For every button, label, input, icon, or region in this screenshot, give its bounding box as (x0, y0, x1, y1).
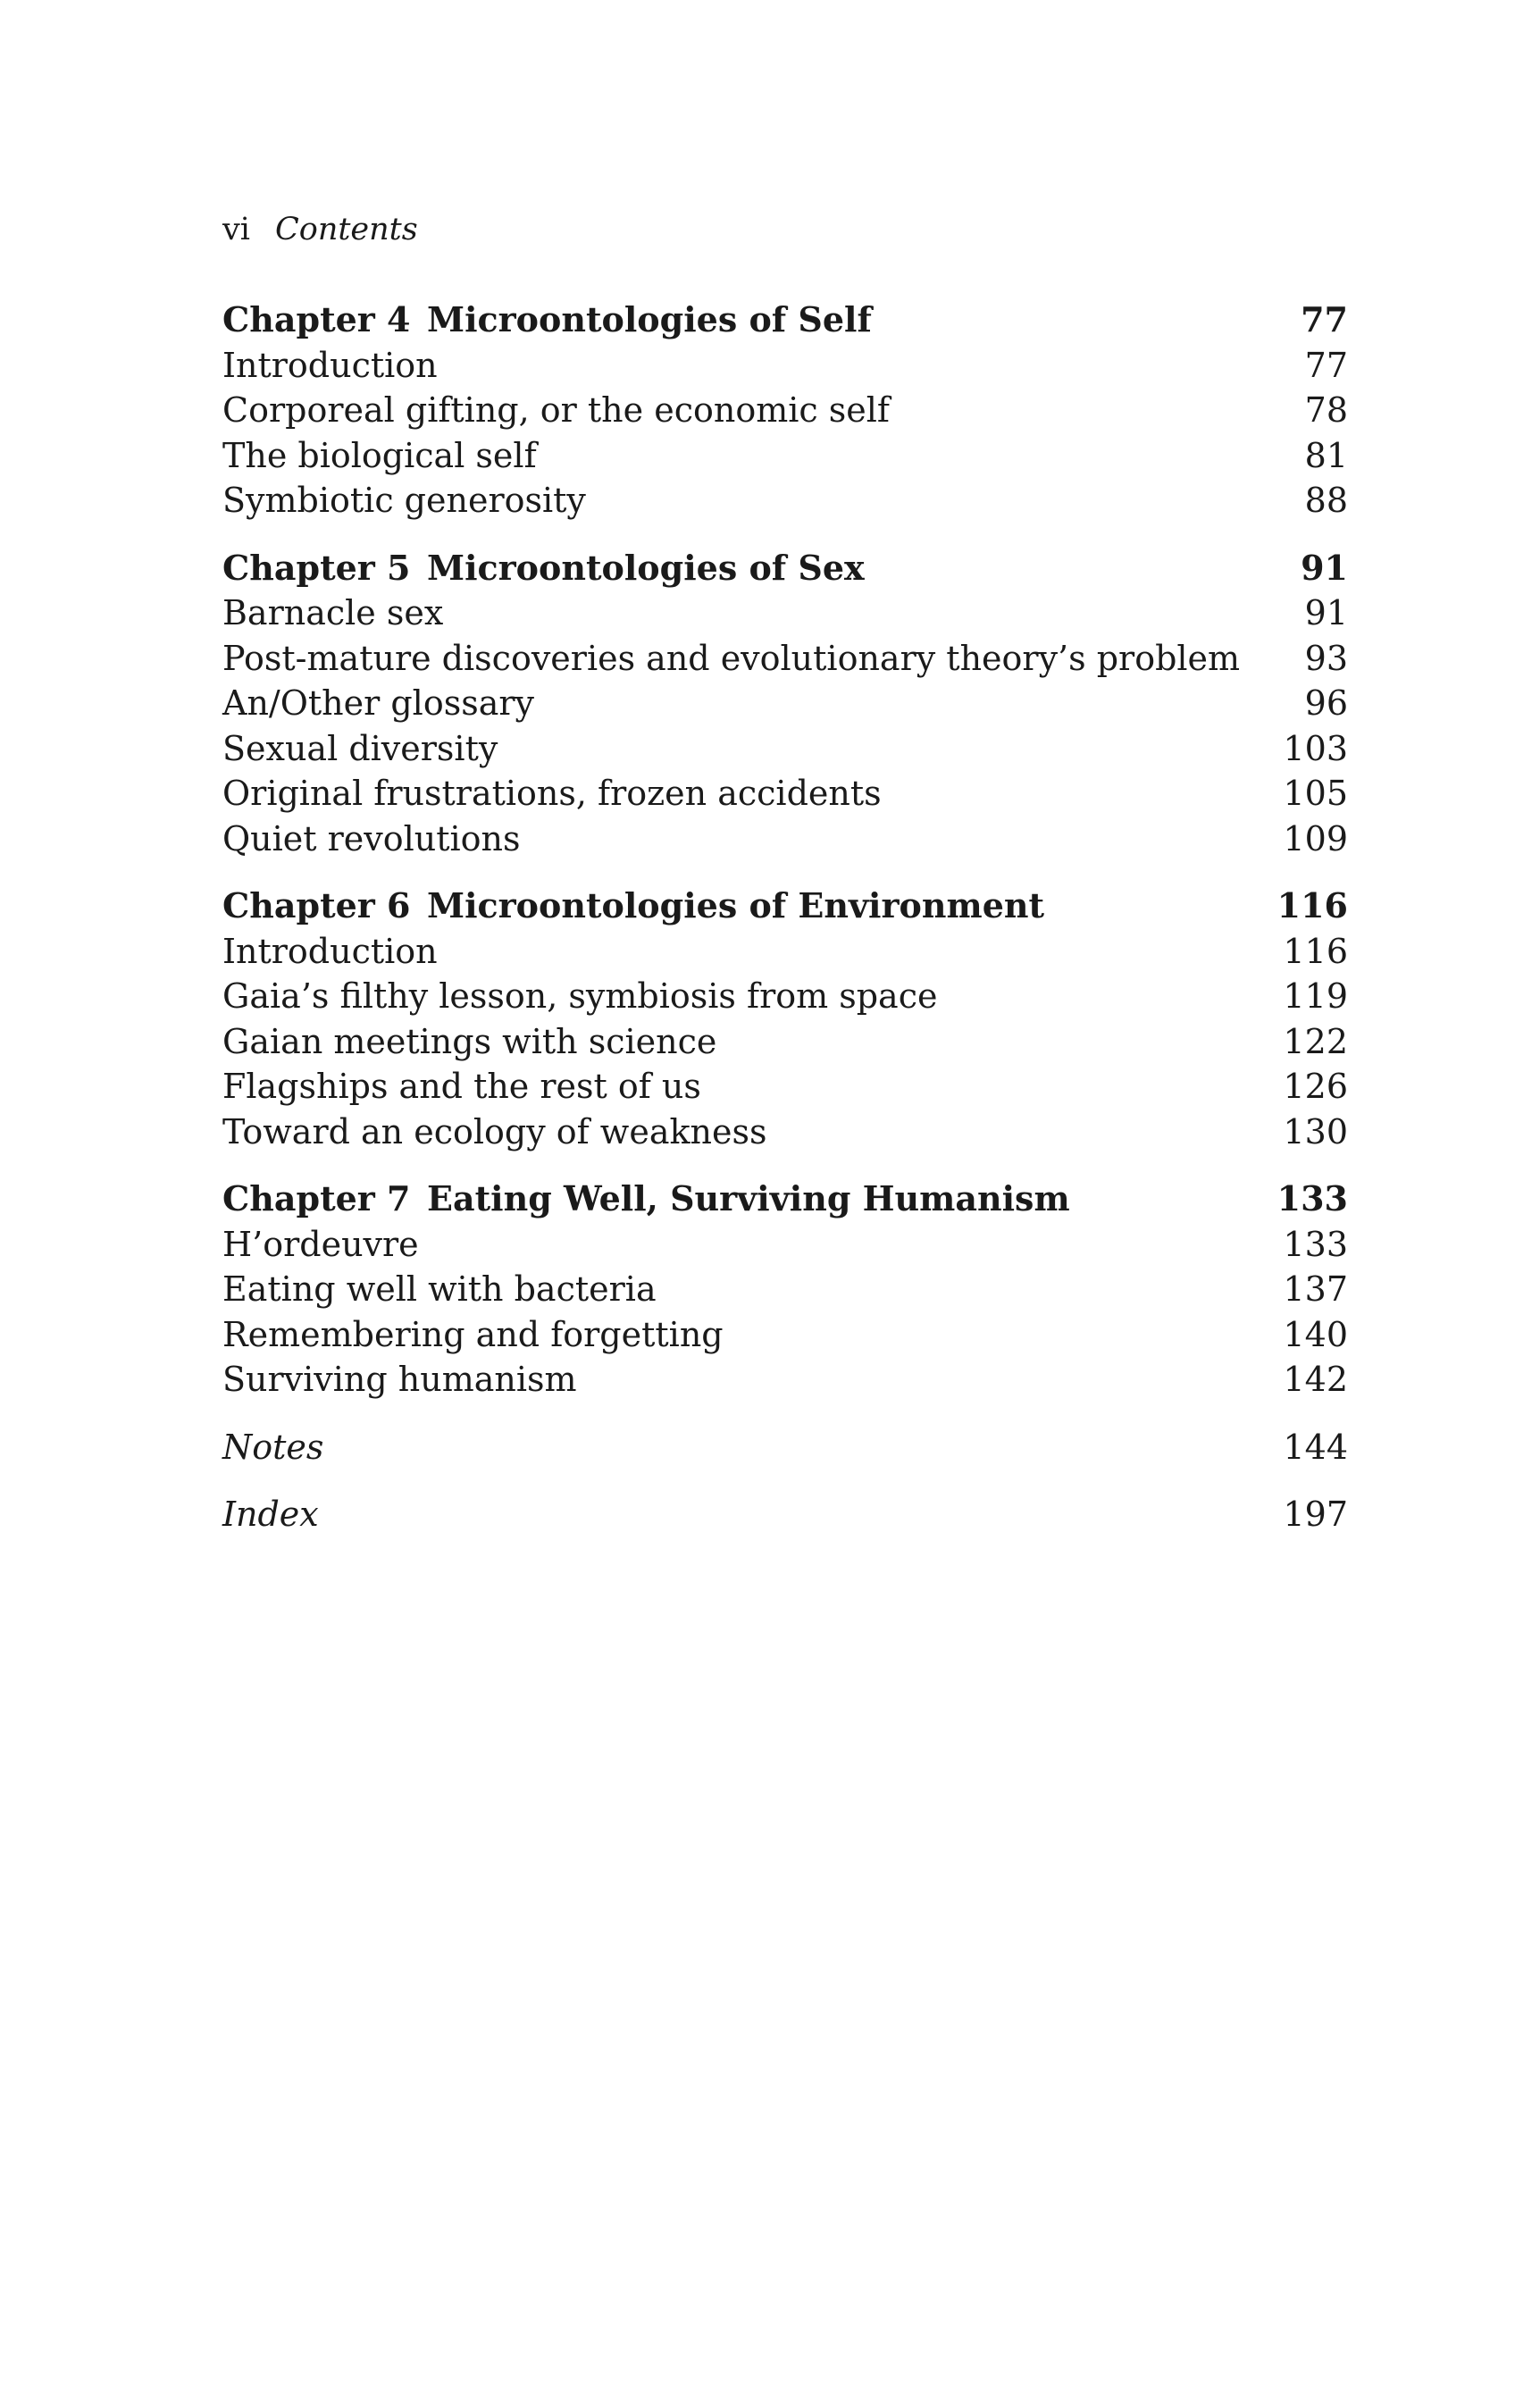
section-page-number: 93 (1304, 638, 1348, 678)
chapter-heading (222, 297, 1348, 343)
backmatter-title: Index (222, 1495, 319, 1534)
section-page-number: 137 (1283, 1269, 1348, 1309)
chapter-block (222, 546, 1348, 862)
chapter-heading-text (222, 297, 872, 343)
section-entry (222, 1267, 1348, 1312)
section-title: Remembering and forgetting (222, 1314, 724, 1354)
section-page-number: 130 (1283, 1111, 1348, 1151)
section-entry (222, 636, 1348, 682)
section-entry (222, 1312, 1348, 1358)
chapter-page-number: 77 (1301, 299, 1348, 339)
section-title: An/Other glossary (222, 683, 534, 723)
section-page-number: 96 (1304, 683, 1348, 723)
section-entry (222, 1357, 1348, 1403)
section-title: Eating well with bacteria (222, 1269, 657, 1309)
chapter-heading (222, 546, 1348, 591)
chapter-page-number: 91 (1301, 547, 1348, 588)
section-title: Corporeal gifting, or the economic self (222, 390, 890, 430)
section-entry (222, 726, 1348, 772)
backmatter-title: Notes (222, 1427, 324, 1467)
section-page-number: 91 (1304, 593, 1348, 632)
section-page-number: 109 (1283, 818, 1348, 858)
chapter-label: Chapter 6 (222, 885, 411, 925)
section-page-number: 103 (1283, 728, 1348, 768)
section-entry (222, 974, 1348, 1019)
section-title: Toward an ecology of weakness (222, 1111, 767, 1151)
section-page-number: 140 (1283, 1314, 1348, 1354)
section-page-number: 116 (1283, 931, 1348, 971)
chapter-heading-text (222, 1177, 1070, 1222)
chapter-heading-text (222, 883, 1044, 929)
section-title: Introduction (222, 345, 438, 385)
section-entry (222, 1064, 1348, 1110)
section-title: Gaian meetings with science (222, 1021, 717, 1061)
running-head-title: Contents (274, 212, 418, 247)
section-title: Quiet revolutions (222, 818, 521, 858)
section-entry (222, 343, 1348, 389)
chapter-heading (222, 883, 1348, 929)
section-page-number: 122 (1283, 1021, 1348, 1061)
chapter-title: Eating Well, Surviving Humanism (427, 1178, 1070, 1218)
backmatter-page-number: 197 (1283, 1495, 1348, 1534)
section-title: Surviving humanism (222, 1360, 577, 1399)
running-head (222, 207, 418, 252)
section-title: Flagships and the rest of us (222, 1067, 701, 1106)
section-entry (222, 929, 1348, 975)
section-page-number: 119 (1283, 976, 1348, 1016)
section-entry (222, 433, 1348, 479)
section-page-number: 105 (1283, 774, 1348, 813)
section-entry (222, 816, 1348, 862)
chapter-title: Microontologies of Self (427, 299, 872, 339)
chapter-page-number: 116 (1276, 885, 1348, 925)
backmatter-entry (222, 1492, 1348, 1537)
section-entry (222, 388, 1348, 433)
section-entry (222, 771, 1348, 816)
chapter-title: Microontologies of Environment (427, 885, 1045, 925)
section-title: Barnacle sex (222, 593, 444, 632)
chapter-title: Microontologies of Sex (427, 547, 865, 588)
section-page-number: 81 (1304, 435, 1348, 475)
section-page-number: 77 (1304, 345, 1348, 385)
page-folio: vi (222, 212, 250, 247)
chapter-block (222, 297, 1348, 523)
section-page-number: 133 (1283, 1224, 1348, 1264)
section-entry (222, 1222, 1348, 1268)
chapter-label: Chapter 5 (222, 547, 411, 588)
section-entry (222, 681, 1348, 726)
section-entry (222, 1110, 1348, 1155)
section-page-number: 126 (1283, 1067, 1348, 1106)
chapter-block (222, 883, 1348, 1154)
section-title: Gaia’s filthy lesson, symbiosis from space (222, 976, 938, 1016)
section-page-number: 78 (1304, 390, 1348, 430)
chapter-block (222, 1177, 1348, 1403)
backmatter-entry (222, 1425, 1348, 1470)
chapter-page-number: 133 (1276, 1178, 1348, 1218)
section-entry (222, 590, 1348, 636)
section-entry (222, 478, 1348, 523)
section-title: The biological self (222, 435, 537, 475)
table-of-contents (222, 297, 1348, 1537)
chapter-label: Chapter 4 (222, 299, 411, 339)
section-title: Sexual diversity (222, 728, 498, 768)
section-entry (222, 1019, 1348, 1065)
section-page-number: 88 (1304, 481, 1348, 520)
backmatter-page-number: 144 (1283, 1427, 1348, 1467)
section-title: Symbiotic generosity (222, 481, 586, 520)
section-title: Introduction (222, 931, 438, 971)
chapter-heading (222, 1177, 1348, 1222)
section-title: Original frustrations, frozen accidents (222, 774, 882, 813)
section-title: Post-mature discoveries and evolutionary theory’s problem (222, 638, 1241, 678)
section-title: H’ordeuvre (222, 1224, 419, 1264)
section-page-number: 142 (1283, 1360, 1348, 1399)
chapter-label: Chapter 7 (222, 1178, 411, 1218)
chapter-heading-text (222, 546, 865, 591)
